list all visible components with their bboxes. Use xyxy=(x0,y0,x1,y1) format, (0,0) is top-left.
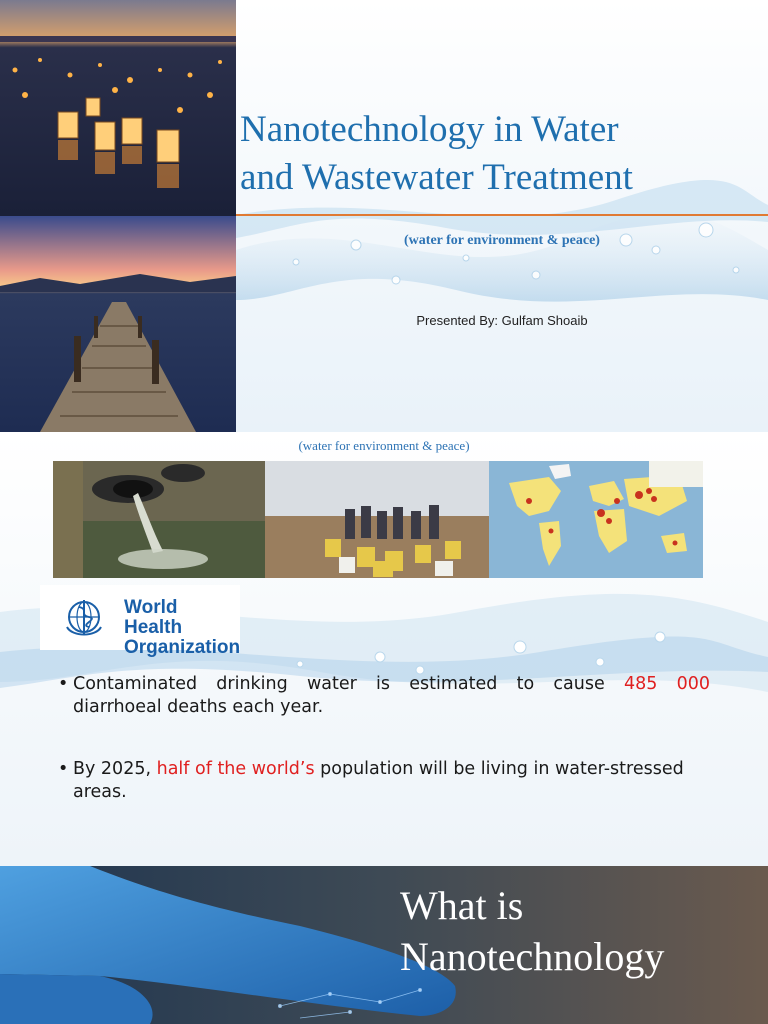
title-slide xyxy=(0,0,768,432)
bullet-list xyxy=(58,673,710,843)
presenter-name: Presented By: Gulfam Shoaib xyxy=(416,313,588,328)
title-divider xyxy=(236,214,768,216)
who-logo-text xyxy=(124,598,240,658)
water-splash-background xyxy=(236,0,768,432)
bullet-2-text-b: population will be living in water-stressed xyxy=(320,759,684,779)
who-emblem-icon xyxy=(62,597,106,641)
section-title-line-1: What is xyxy=(400,883,524,928)
floating-lanterns-photo xyxy=(0,0,236,216)
world-water-stress-map xyxy=(489,461,703,578)
bullet-2-text-a: By 2025, xyxy=(73,759,152,779)
who-facts-slide xyxy=(0,432,768,866)
bullet-1-text-a: Contaminated drinking water is estimated to cause xyxy=(73,674,605,694)
water-containers-crowd-photo xyxy=(265,461,489,578)
slide-subtitle: (water for environment & peace) xyxy=(298,438,470,453)
wooden-pier-sunset-photo xyxy=(0,216,236,432)
wastewater-pipes-photo xyxy=(53,461,265,578)
bullet-item-water-stress xyxy=(58,758,710,804)
bullet-2-text-c: areas. xyxy=(73,782,127,802)
who-text-line-1: World Health xyxy=(124,597,183,638)
section-title xyxy=(400,880,664,982)
nanotech-intro-slide xyxy=(0,866,768,1024)
title-line-1: Nanotechnology in Water xyxy=(240,109,619,150)
bullet-item-deaths xyxy=(58,673,710,719)
bullet-2-highlight: half of the world’s xyxy=(156,759,315,779)
section-title-line-2: Nanotechnology xyxy=(400,934,665,979)
who-text-line-2: Organization xyxy=(124,637,241,658)
presentation-subtitle: (water for environment & peace) xyxy=(404,233,600,248)
presentation-title xyxy=(240,106,768,202)
bullet-1-highlight: 485 000 xyxy=(623,674,710,694)
bullet-1-text-b: diarrhoeal deaths each year. xyxy=(73,697,324,717)
who-logo xyxy=(40,585,241,658)
title-line-2: and Wastewater Treatment xyxy=(240,157,633,198)
